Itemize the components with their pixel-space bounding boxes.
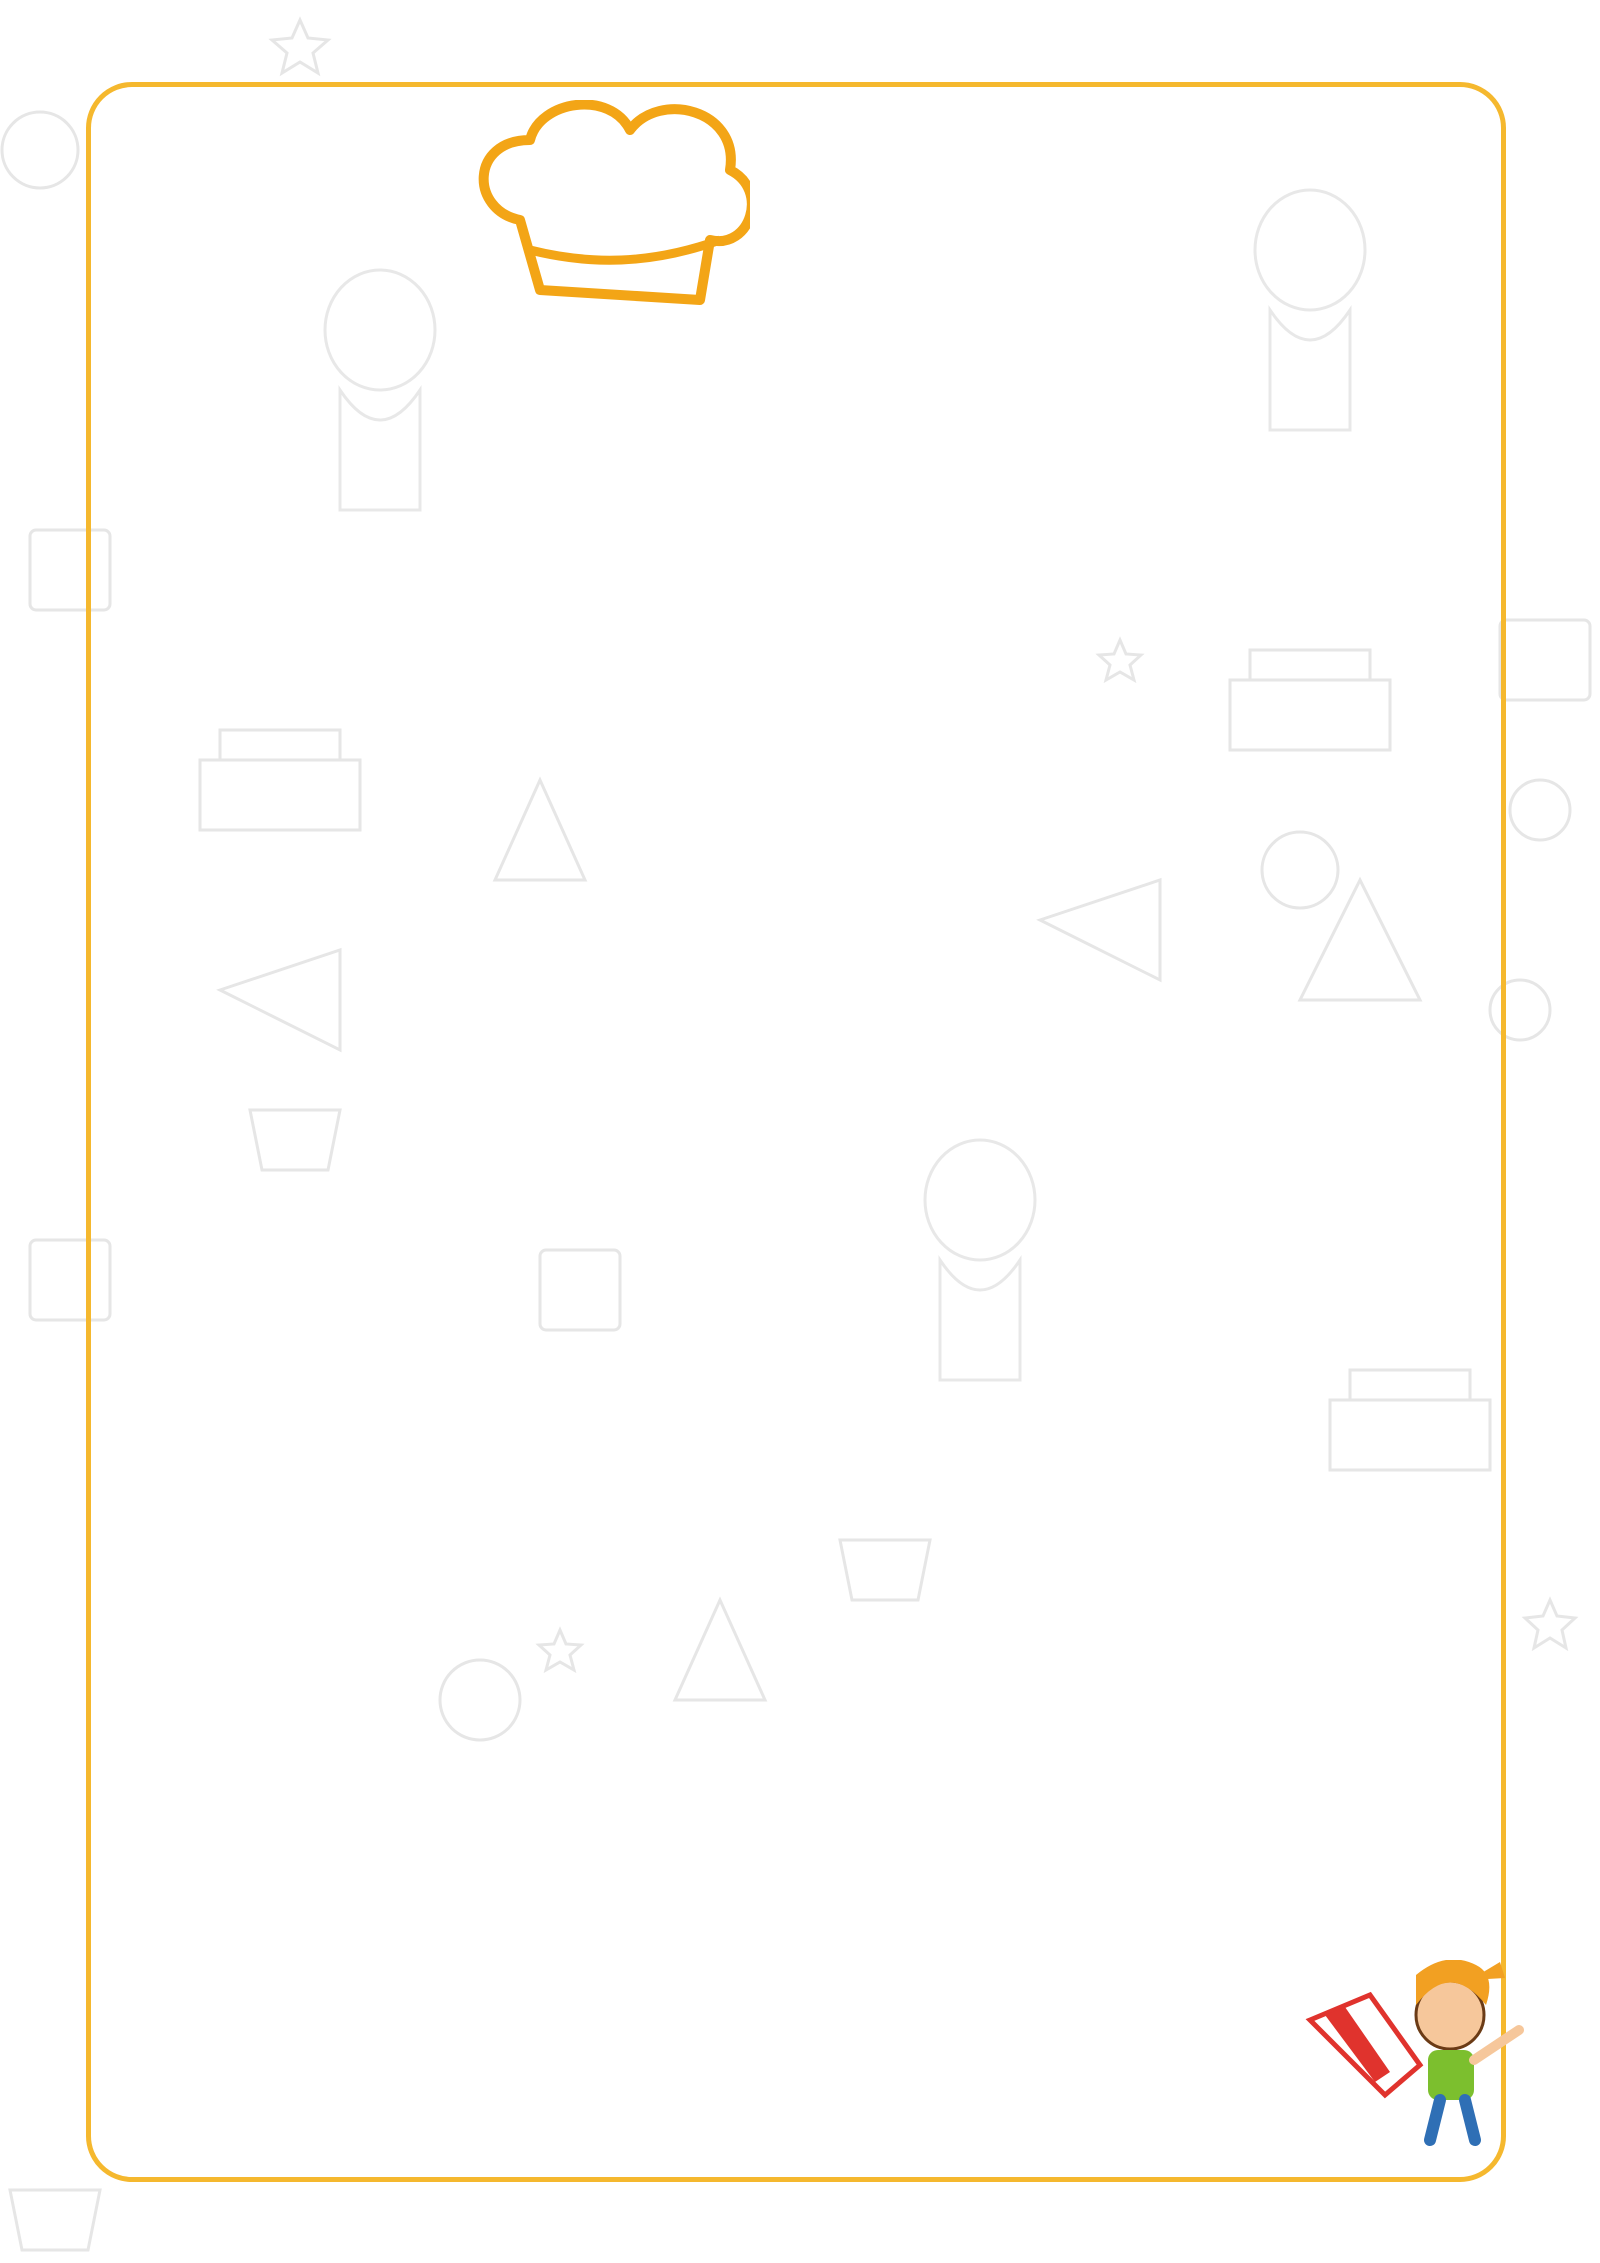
lollipop-icon [1510, 780, 1570, 840]
star-icon [1525, 1600, 1575, 1648]
gift-icon [1500, 620, 1590, 700]
logo [1318, 2084, 1518, 2234]
star-icon [272, 20, 328, 73]
cupcake-icon [10, 2190, 100, 2250]
page-border [86, 82, 1506, 2182]
balloon-icon [2, 112, 78, 188]
chef-hat-icon [470, 100, 750, 310]
